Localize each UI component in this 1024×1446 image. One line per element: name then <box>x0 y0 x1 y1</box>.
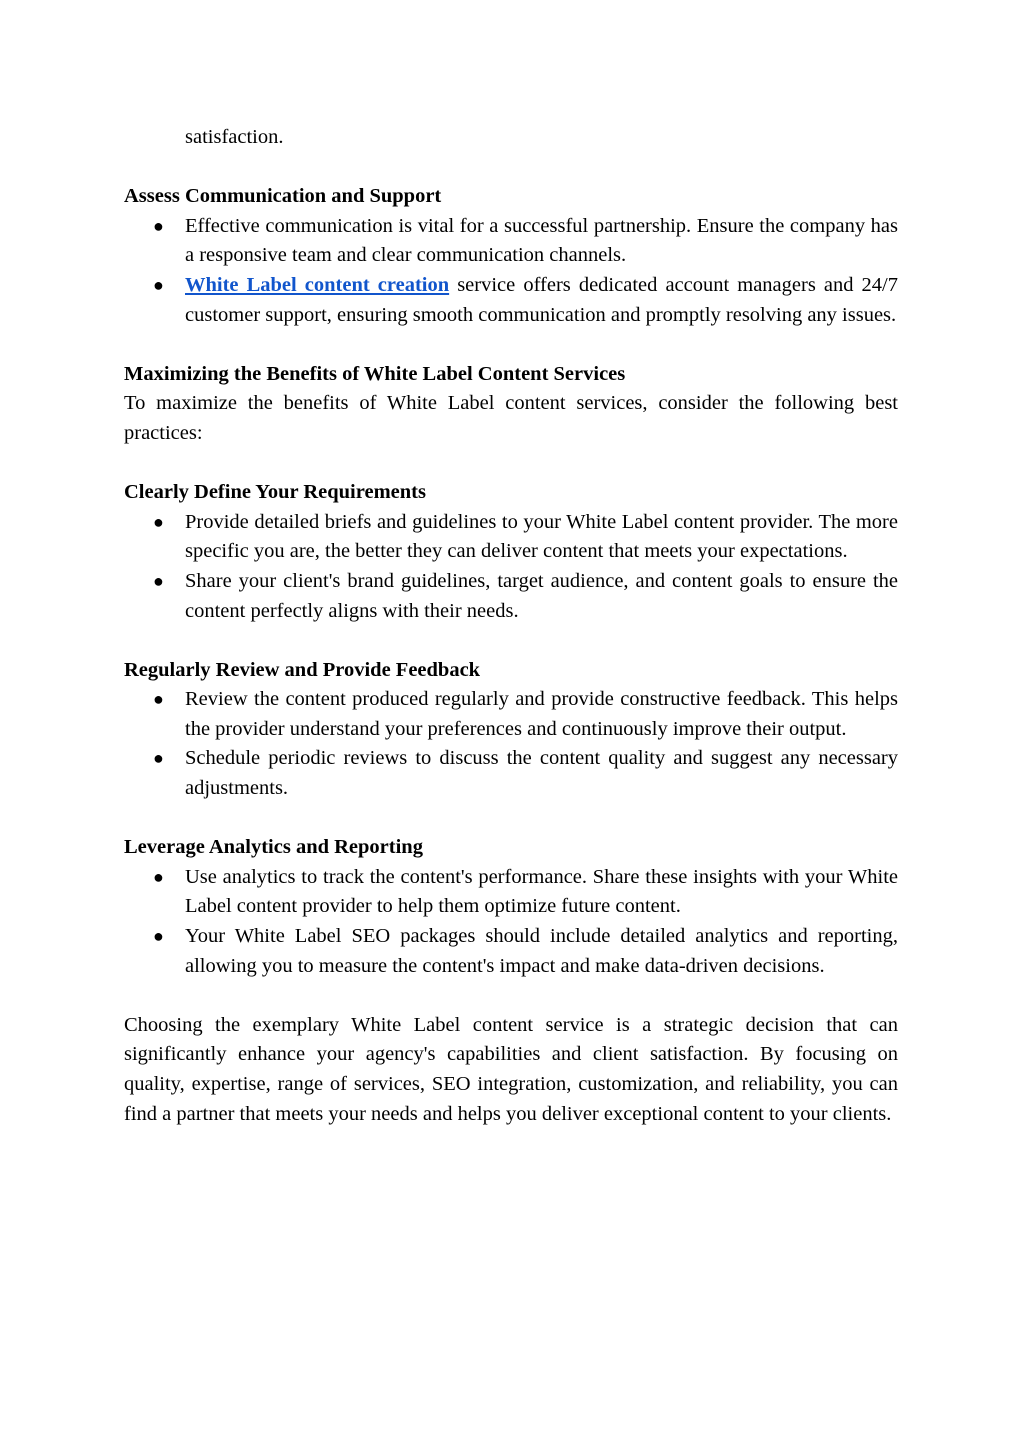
list-item-text: Schedule periodic reviews to discuss the content quality and suggest any necessary adjustments. <box>185 747 898 800</box>
paragraph-spacer <box>124 804 898 834</box>
bullet-icon: ● <box>153 748 164 769</box>
bullet-icon: ● <box>153 926 164 947</box>
section-heading-feedback: Regularly Review and Provide Feedback <box>124 658 481 681</box>
paragraph-spacer <box>124 153 898 183</box>
list-item <box>124 685 898 744</box>
list-item-text: Share your client's brand guidelines, target audience, and content goals to ensure the content perfectly aligns with their needs. <box>185 569 898 622</box>
paragraph-spacer <box>124 626 898 656</box>
section-heading-maximizing: Maximizing the Benefits of White Label Content Services <box>124 362 626 385</box>
list-item <box>124 567 898 626</box>
list-item <box>124 863 898 922</box>
bullet-icon: ● <box>153 689 164 710</box>
list-item-text: Your White Label SEO packages should include detailed analytics and reporting, allowing you to measure the content's impact and make data-driven decisions. <box>185 925 898 977</box>
section-heading-requirements: Clearly Define Your Requirements <box>124 481 426 504</box>
list-item <box>124 922 898 981</box>
document-page <box>124 123 898 1129</box>
bullet-list-analytics <box>124 863 898 981</box>
list-item <box>124 212 898 271</box>
list-item <box>124 508 898 567</box>
bullet-icon: ● <box>153 215 164 236</box>
list-item-text: Effective communication is vital for a successful partnership. Ensure the company has a responsive team and clear communication channels. <box>185 214 898 267</box>
list-item-text: service offers dedicated account managers and 24/7 customer support, ensuring smooth communication and promptly resolving any issues. <box>185 273 898 326</box>
paragraph-spacer <box>124 330 898 360</box>
bullet-list-feedback <box>124 685 898 803</box>
paragraph-spacer <box>124 981 898 1011</box>
section-heading-communication: Assess Communication and Support <box>124 185 442 208</box>
bullet-list-communication <box>124 212 898 330</box>
bullet-icon: ● <box>153 274 164 295</box>
list-item <box>124 744 898 803</box>
section-heading-analytics: Leverage Analytics and Reporting <box>124 836 423 859</box>
list-item-text: Review the content produced regularly and provide constructive feedback. This helps the provider understand your preferences and continuously improve their output. <box>185 688 898 740</box>
list-item <box>124 271 898 330</box>
bullet-icon: ● <box>153 570 164 591</box>
white-label-content-creation-link[interactable]: White Label content creation <box>185 273 450 296</box>
list-item-text: Provide detailed briefs and guidelines to your White Label content provider. The more specific you are, the better they can deliver content that meets your expectations. <box>185 510 898 563</box>
continued-text: satisfaction. <box>185 126 284 148</box>
section-intro-paragraph: To maximize the benefits of White Label content services, consider the following best practices: <box>124 392 898 444</box>
bullet-icon: ● <box>153 511 164 532</box>
list-item-text: Use analytics to track the content's performance. Share these insights with your White Label content provider to help them optimize future content. <box>185 865 898 918</box>
bullet-icon: ● <box>153 866 164 887</box>
conclusion-paragraph: Choosing the exemplary White Label content service is a strategic decision that can significantly enhance your agency's capabilities and client satisfaction. By focusing on quality, expertise, range of services, SEO integration, customization, and reliability, you can find a partner that meets your needs and helps you deliver exceptional content to your clients. <box>124 1013 898 1125</box>
paragraph-spacer <box>124 449 898 479</box>
bullet-list-requirements <box>124 508 898 626</box>
